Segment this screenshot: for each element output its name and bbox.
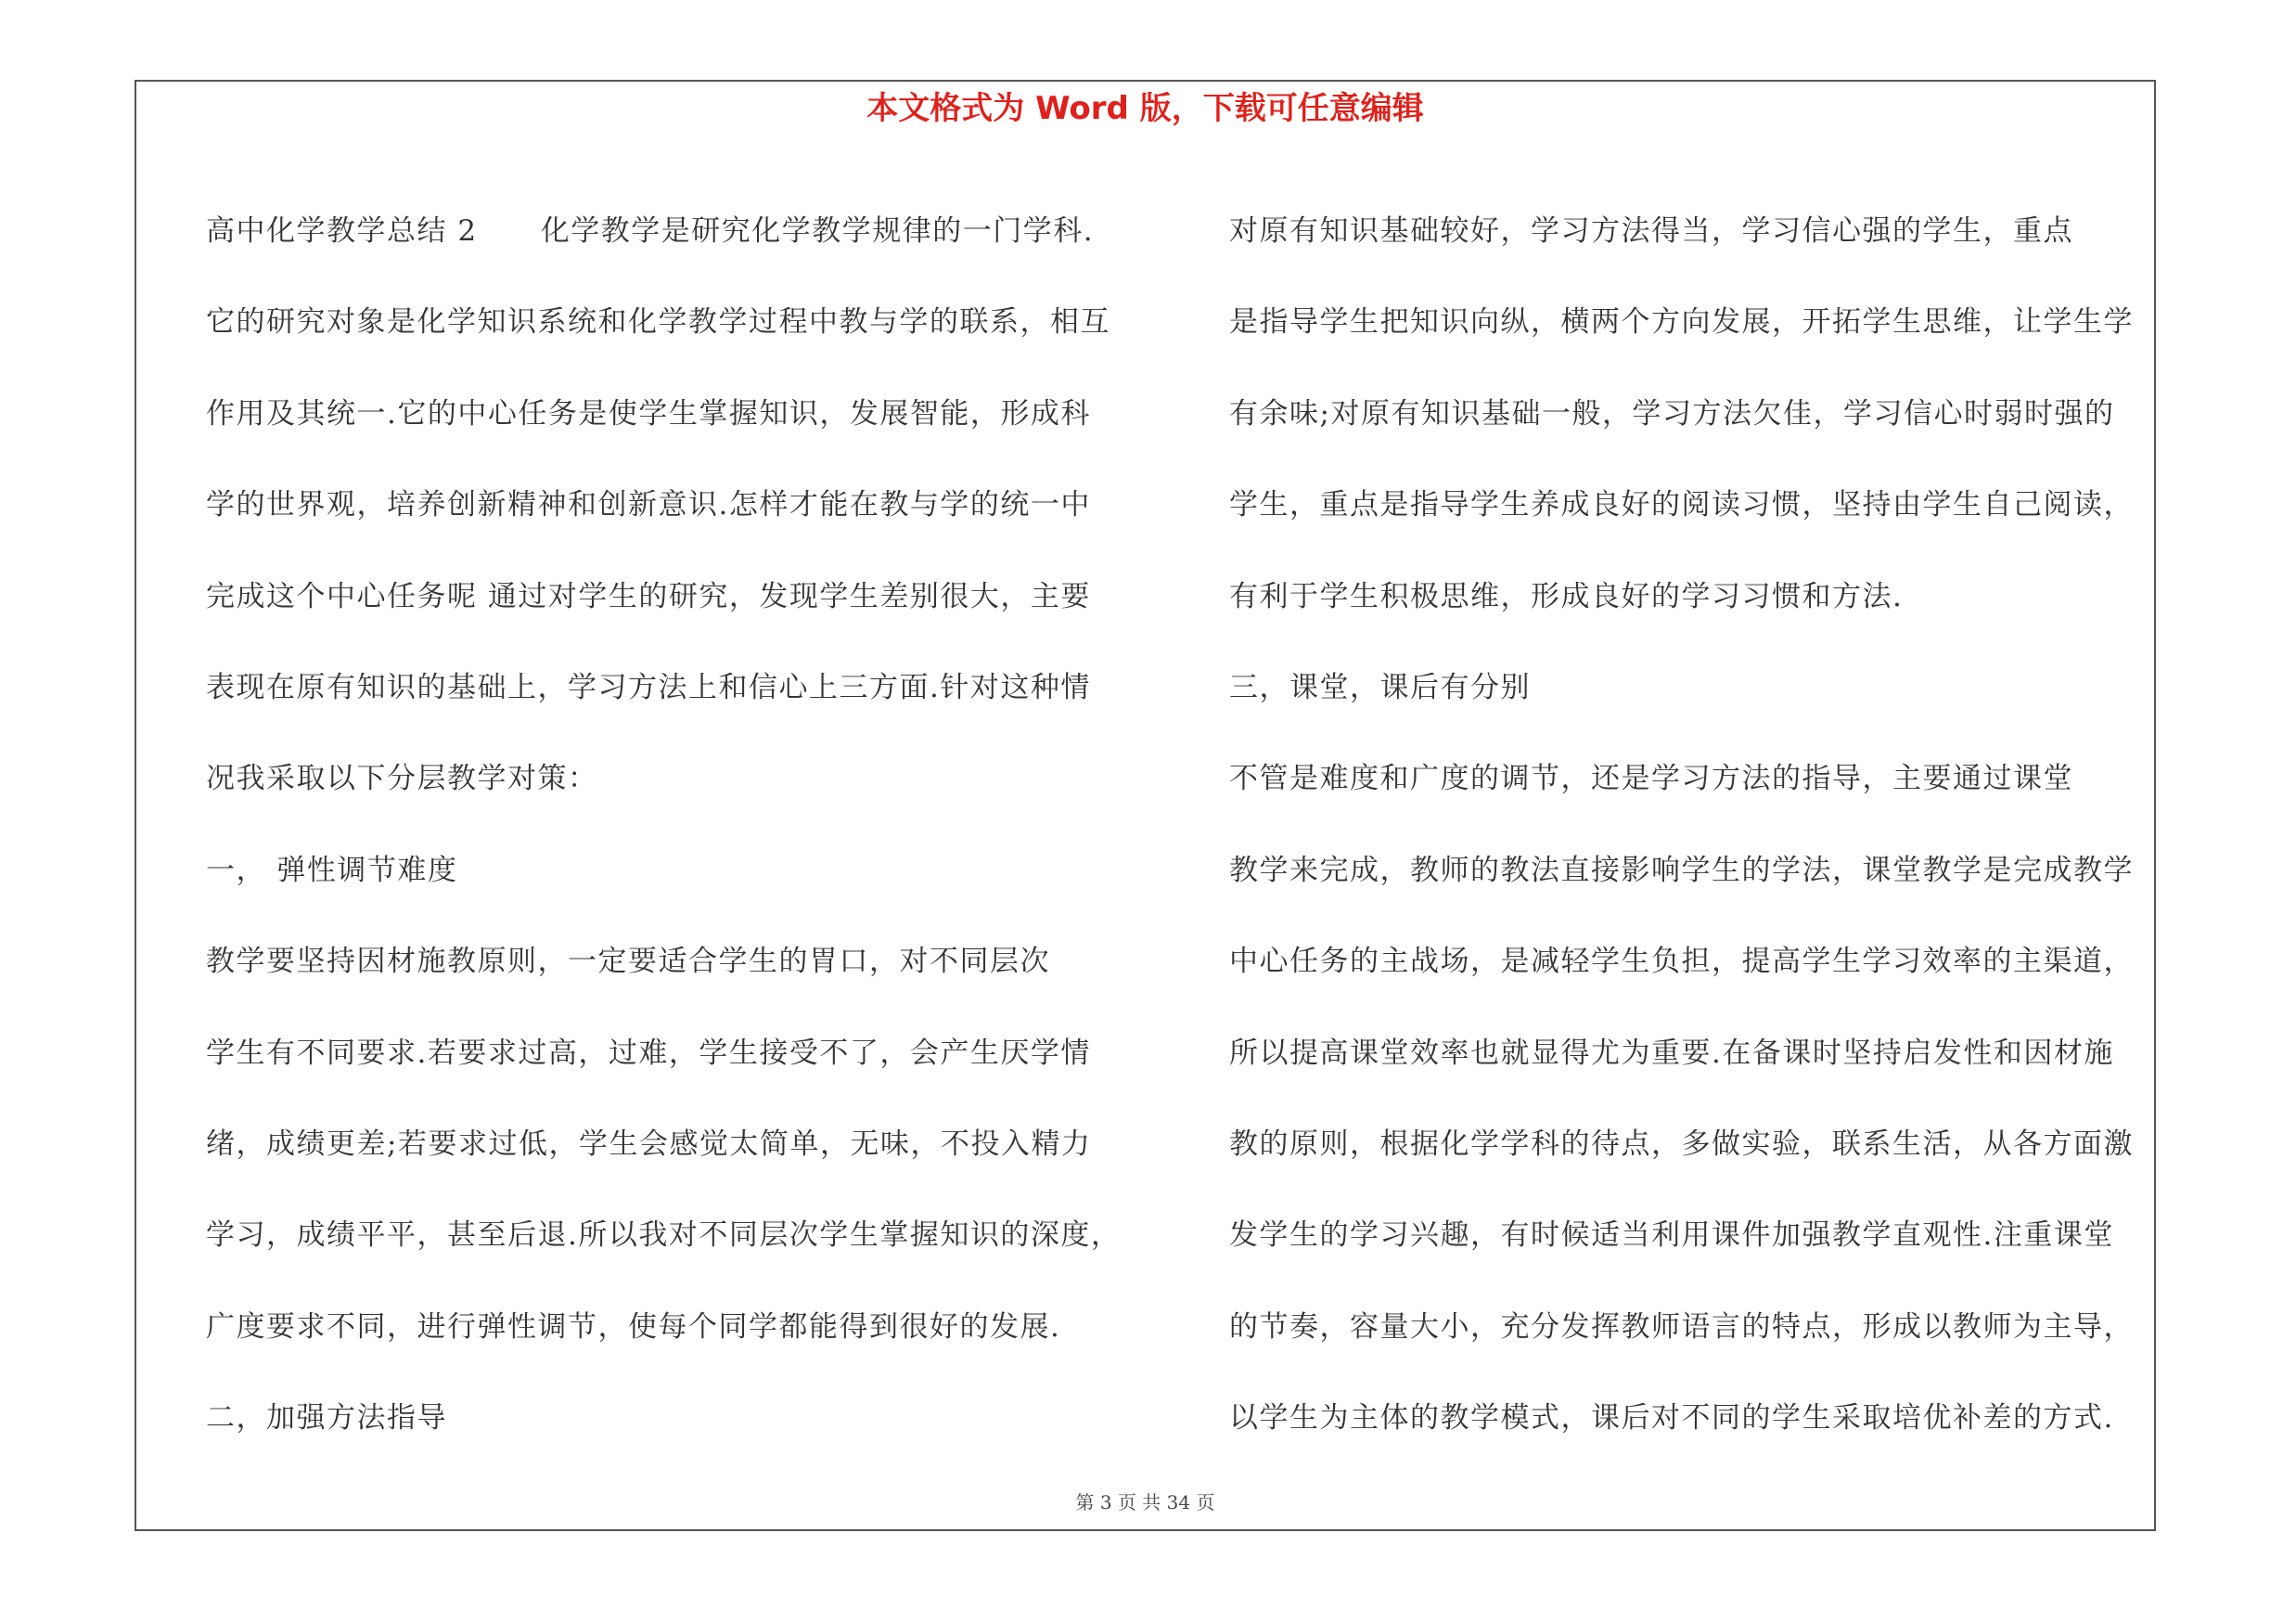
- text-line: 中心任务的主战场，是减轻学生负担，提高学生学习效率的主渠道，: [1229, 945, 2134, 979]
- text-line: 教学来完成，教师的教法直接影响学生的学法，课堂教学是完成教学: [1229, 853, 2134, 887]
- intro-text: 化学教学是研究化学教学规律的一门学科.: [540, 214, 1095, 248]
- text-line: 所以提高课堂效率也就显得尤为重要.在备课时坚持启发性和因材施: [1229, 1036, 2114, 1070]
- text-line: 以学生为主体的教学模式，课后对不同的学生采取培优补差的方式.: [1229, 1401, 2114, 1436]
- subheading-three: 三，课堂，课后有分别: [1229, 670, 1531, 704]
- subheading-one: 一， 弹性调节难度: [206, 853, 458, 887]
- text-line: 的节奏，容量大小，充分发挥教师语言的特点，形成以教师为主导，: [1229, 1309, 2134, 1344]
- text-line: 学的世界观，培养创新精神和创新意识.怎样才能在教与学的统一中: [206, 488, 1091, 522]
- text-line: 况我采取以下分层教学对策：: [206, 762, 598, 796]
- text-line: 有利于学生积极思维，形成良好的学习习惯和方法.: [1229, 579, 1904, 613]
- text-line: 学习，成绩平平，甚至后退.所以我对不同层次学生掌握知识的深度，: [206, 1218, 1122, 1253]
- text-line: 学生有不同要求.若要求过高，过难，学生接受不了，会产生厌学情: [206, 1036, 1091, 1070]
- text-line: 不管是难度和广度的调节，还是学习方法的指导，主要通过课堂: [1229, 762, 2073, 796]
- text-line: 是指导学生把知识向纵，横两个方向发展，开拓学生思维，让学生学: [1229, 305, 2134, 340]
- left-column: [206, 186, 1143, 1463]
- section-title: 高中化学教学总结 2: [206, 214, 478, 248]
- text-line: [206, 186, 1143, 277]
- text-line: 有余味;对原有知识基础一般，学习方法欠佳，学习信心时弱时强的: [1229, 396, 2115, 431]
- page-number: 第 3 页 共 34 页: [1075, 1491, 1215, 1514]
- text-line: 对原有知识基础较好，学习方法得当，学习信心强的学生，重点: [1229, 214, 2073, 248]
- text-line: 教的原则，根据化学学科的待点，多做实验，联系生活，从各方面激: [1229, 1127, 2134, 1161]
- text-line: 教学要坚持因材施教原则，一定要适合学生的胃口，对不同层次: [206, 945, 1050, 979]
- text-line: 广度要求不同，进行弹性调节，使每个同学都能得到很好的发展.: [206, 1309, 1061, 1344]
- subheading-two: 二，加强方法指导: [206, 1401, 447, 1436]
- text-line: 它的研究对象是化学知识系统和化学教学过程中教与学的联系，相互: [206, 305, 1110, 340]
- text-line: 学生，重点是指导学生养成良好的阅读习惯，坚持由学生自己阅读，: [1229, 488, 2134, 522]
- format-banner: 本文格式为 Word 版，下载可任意编辑: [866, 90, 1424, 127]
- text-line: 完成这个中心任务呢 通过对学生的研究，发现学生差别很大，主要: [206, 579, 1091, 613]
- text-line: 表现在原有知识的基础上，学习方法上和信心上三方面.针对这种情: [206, 670, 1091, 704]
- right-column: [1229, 186, 2166, 1463]
- text-line: 绪，成绩更差;若要求过低，学生会感觉太简单，无味，不投入精力: [206, 1127, 1092, 1161]
- text-line: 作用及其统一.它的中心任务是使学生掌握知识，发展智能，形成科: [206, 396, 1091, 431]
- text-line: 发学生的学习兴趣，有时候适当利用课件加强教学直观性.注重课堂: [1229, 1218, 2114, 1253]
